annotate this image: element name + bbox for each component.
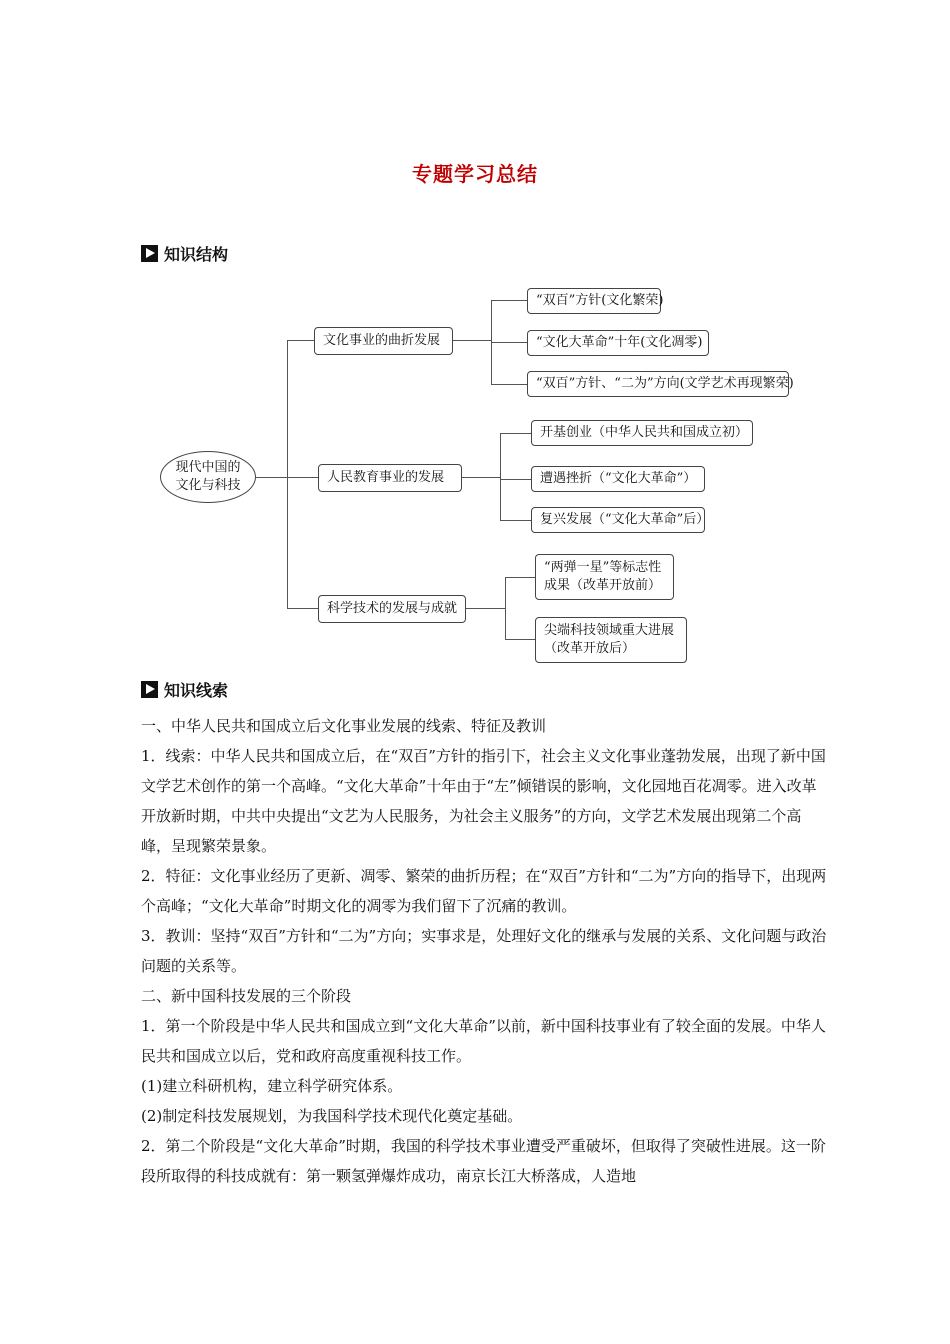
leaf-culture-3: “双百”方针、“二为”方向(文学艺术再现繁荣) xyxy=(527,371,789,397)
paragraph: 2．特征：文化事业经历了更新、凋零、繁荣的曲折历程；在“双百”方针和“二为”方向的指导下，出现两个高峰；“文化大革命”时期文化的凋零为我们留下了沉痛的教训。 xyxy=(141,867,827,915)
section-title: 知识结构 xyxy=(164,245,229,264)
diagram-root xyxy=(160,451,256,503)
leaf-education-2: 遭遇挫折（“文化大革命”） xyxy=(531,466,705,492)
section-heading-structure xyxy=(141,242,228,265)
leaf-science-2: 尖端科技领域重大进展（改革开放后） xyxy=(535,617,687,663)
root-line-2: 文化与科技 xyxy=(175,478,241,493)
branch-science: 科学技术的发展与成就 xyxy=(318,595,466,623)
leaf-culture-2: “文化大革命”十年(文化凋零) xyxy=(527,330,709,356)
paragraph: 3．教训：坚持“双百”方针和“二为”方向；实事求是，处理好文化的继承与发展的关系、文化问题与政治问题的关系等。 xyxy=(141,927,827,975)
section-title: 知识线索 xyxy=(164,681,229,700)
heading-culture: 一、中华人民共和国成立后文化事业发展的线索、特征及教训 xyxy=(141,717,547,735)
page-title: 专题学习总结 xyxy=(412,162,538,186)
section-heading-clues xyxy=(141,678,228,701)
leaf-education-1: 开基创业（中华人民共和国成立初） xyxy=(531,420,753,446)
paragraph: 1．第一个阶段是中华人民共和国成立到“文化大革命”以前，新中国科技事业有了较全面的发展。中华人民共和国成立以后，党和政府高度重视科技工作。 xyxy=(141,1017,826,1065)
paragraph: 1．线索：中华人民共和国成立后，在“双百”方针的指引下，社会主义文化事业蓬勃发展，出现了新中国文学艺术创作的第一个高峰。“文化大革命”十年由于“左”倾错误的影响，文化园地百花凋零。进入改革开放新时期，中共中央提出“文艺为人民服务，为社会主义服务”的方向，文学艺术发展出现第二个高峰，呈现繁荣景象。 xyxy=(141,747,826,855)
play-triangle-icon xyxy=(141,681,158,698)
paragraph: (2)制定科技发展规划，为我国科学技术现代化奠定基础。 xyxy=(141,1107,523,1125)
body-text xyxy=(141,711,831,1191)
root-line-1: 现代中国的 xyxy=(175,460,241,475)
branch-education: 人民教育事业的发展 xyxy=(318,464,462,492)
leaf-culture-1: “双百”方针(文化繁荣) xyxy=(527,288,661,314)
leaf-education-3: 复兴发展（“文化大革命”后） xyxy=(531,507,705,533)
branch-culture: 文化事业的曲折发展 xyxy=(314,327,453,355)
heading-science: 二、新中国科技发展的三个阶段 xyxy=(141,987,352,1005)
paragraph: 2．第二个阶段是“文化大革命”时期，我国的科学技术事业遭受严重破坏，但取得了突破性进展。这一阶段所取得的科技成就有：第一颗氢弹爆炸成功，南京长江大桥落成，人造地 xyxy=(141,1137,826,1185)
paragraph: (1)建立科研机构，建立科学研究体系。 xyxy=(141,1077,403,1095)
leaf-science-1: “两弹一星”等标志性成果（改革开放前） xyxy=(535,554,674,600)
play-triangle-icon xyxy=(141,245,158,262)
